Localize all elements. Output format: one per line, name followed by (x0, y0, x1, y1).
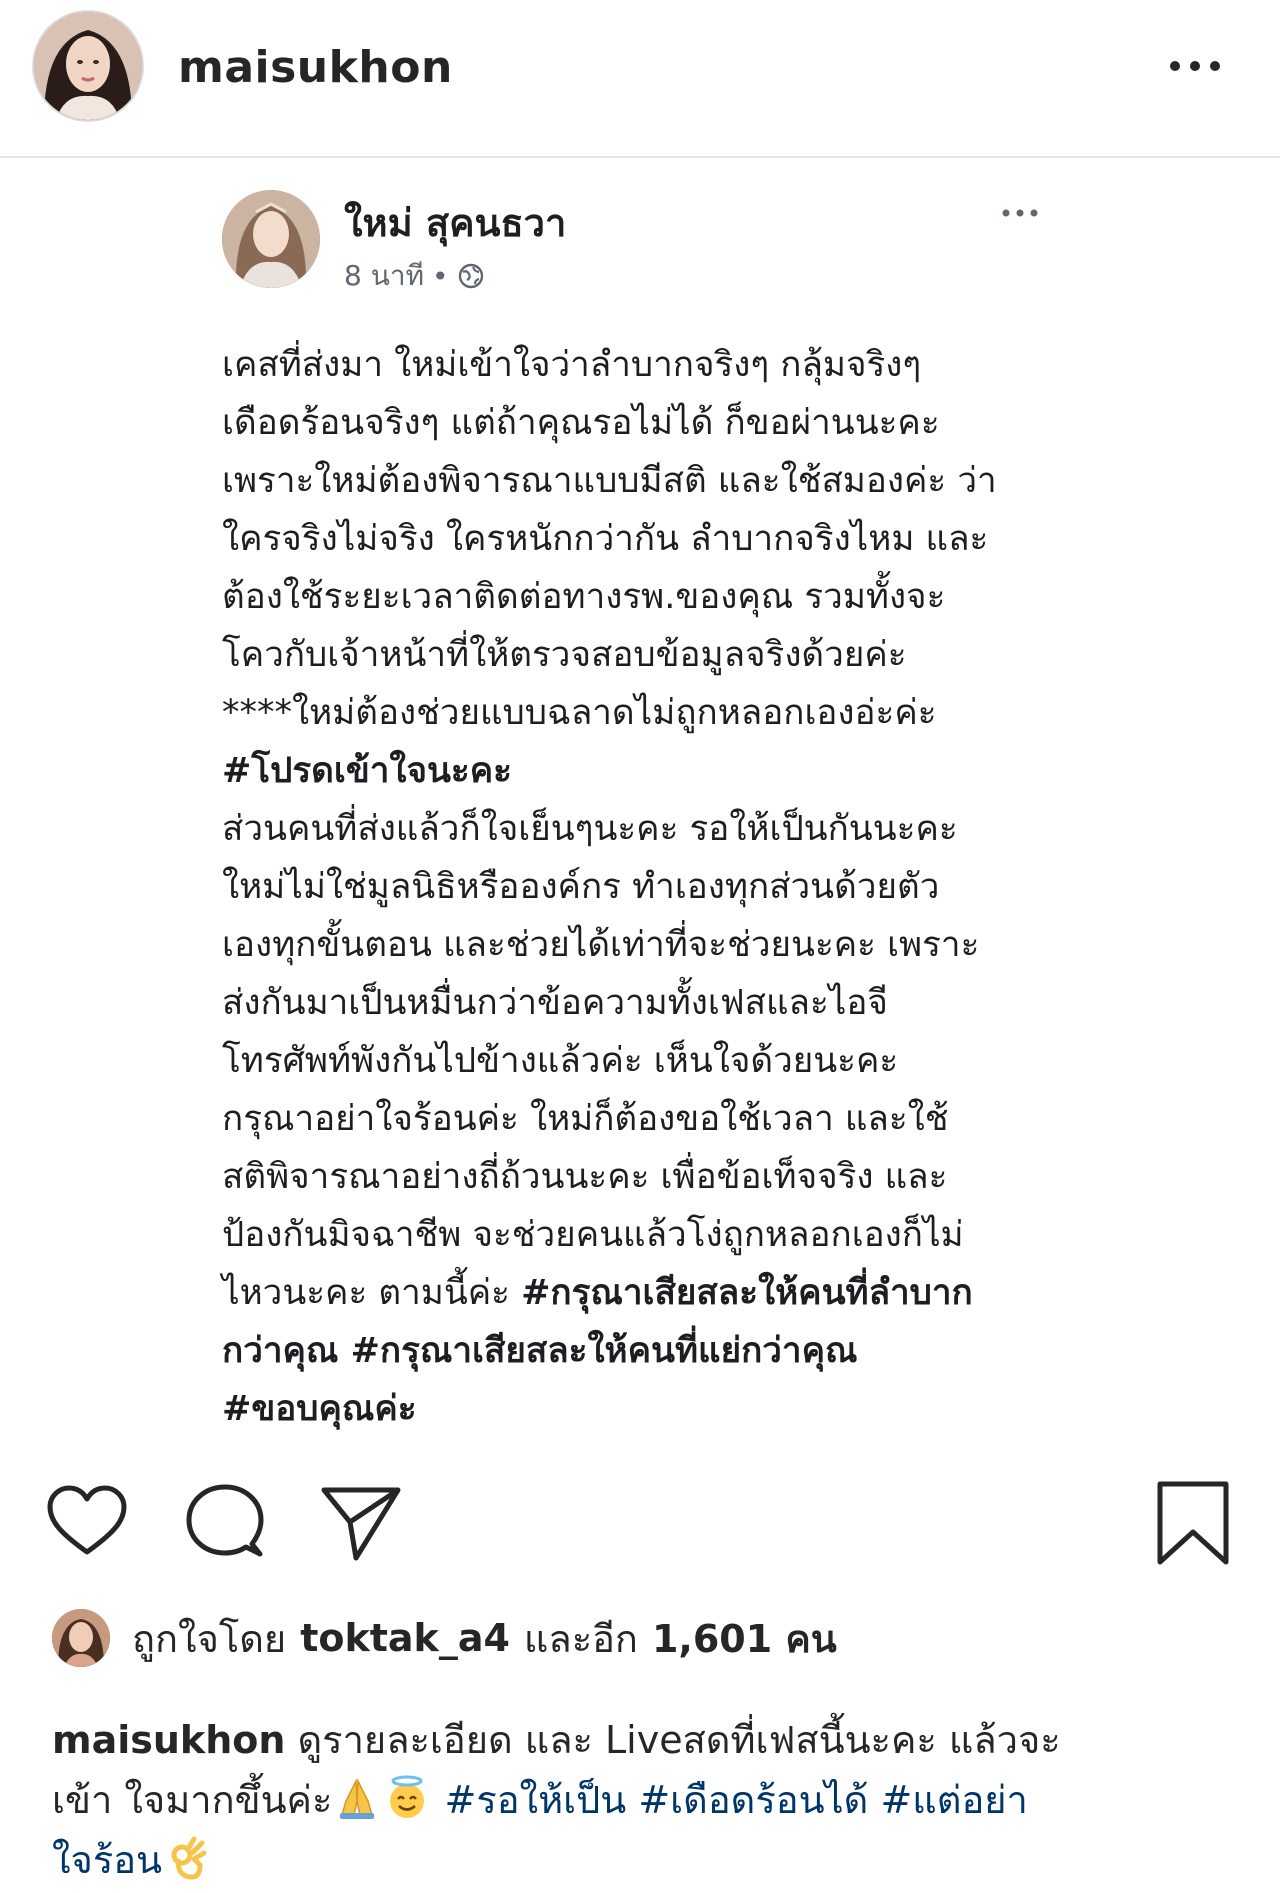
likes-connector: และอีก (523, 1616, 638, 1661)
fb-post-meta (344, 254, 485, 298)
fb-body-line: เองทุกขั้นตอน และช่วยได้เท่าที่จะช่วยนะคะ เพราะ (222, 925, 980, 965)
liker-avatar[interactable] (52, 1609, 110, 1667)
caption-line (52, 1770, 1242, 1830)
post-image-facebook-screenshot (190, 168, 1090, 1448)
fb-meta-separator: • (432, 259, 449, 293)
fb-author-name: ใหม่ สุคนธวา (344, 201, 567, 245)
post-username[interactable]: maisukhon (178, 42, 453, 93)
caption-hashtag-continuation[interactable]: ใจร้อน (52, 1838, 163, 1882)
send-icon[interactable] (316, 1478, 406, 1568)
action-bar (0, 1478, 1280, 1568)
caption-line (52, 1710, 1242, 1770)
more-options-icon[interactable] (1160, 36, 1230, 96)
bookmark-icon[interactable] (1148, 1478, 1238, 1568)
caption-hashtag[interactable]: #แต่อย่า (880, 1778, 1028, 1822)
fb-body-hashtag-line: #โปรดเข้าใจนะคะ (222, 751, 512, 791)
likes-count[interactable]: 1,601 คน (651, 1616, 837, 1661)
fb-body-line: ****ใหม่ต้องช่วยแบบฉลาดไม่ถูกหลอกเองอ่ะค่ะ (222, 693, 937, 733)
folded-hands-icon (334, 1775, 380, 1821)
fb-body-hashtag-line: #ขอบคุณค่ะ (222, 1389, 417, 1429)
fb-body-line: โควกับเจ้าหน้าที่ให้ตรวจสอบข้อมูลจริงด้วยค่ะ (222, 635, 907, 675)
liker-username[interactable]: toktak_a4 (300, 1616, 510, 1660)
fb-body-line: สติพิจารณาอย่างถี่ถ้วนนะคะ เพื่อข้อเท็จจริง และ (222, 1157, 948, 1197)
fb-body-line: ส่วนคนที่ส่งแล้วก็ใจเย็นๆนะคะ รอให้เป็นกันนะคะ (222, 809, 958, 849)
heart-icon[interactable] (42, 1478, 132, 1568)
fb-author-avatar (222, 190, 320, 288)
caption-username[interactable]: maisukhon (52, 1718, 286, 1762)
post-header (0, 0, 1280, 158)
comment-icon[interactable] (180, 1478, 270, 1568)
caption-text: ดูรายละเอียด และ Liveสดที่เฟสนี้นะคะ แล้วจะ (285, 1718, 1061, 1762)
post-caption (52, 1710, 1242, 1890)
caption-text: เข้า ใจมากขึ้นค่ะ (52, 1778, 333, 1822)
likes-prefix: ถูกใจโดย (132, 1616, 287, 1661)
fb-body-line: เคสที่ส่งมา ใหม่เข้าใจว่าลำบากจริงๆ กลุ้มจริงๆ (222, 345, 922, 385)
fb-avatar-portrait-icon (222, 190, 320, 288)
fb-body-line: ใหม่ไม่ใช่มูลนิธิหรือองค์กร ทำเองทุกส่วนด้วยตัว (222, 867, 940, 907)
fb-body-hashtag: #กรุณาเสียสละให้คนที่ลำบาก (521, 1273, 973, 1313)
caption-hashtag[interactable]: #รอให้เป็น (444, 1778, 627, 1822)
globe-icon (457, 262, 485, 290)
fb-body-line: เดือดร้อนจริงๆ แต่ถ้าคุณรอไม่ได้ ก็ขอผ่านนะคะ (222, 403, 940, 443)
avatar-portrait-icon (34, 12, 142, 120)
fb-body-line: โทรศัพท์พังกันไปข้างแล้วค่ะ เห็นใจด้วยนะคะ (222, 1041, 899, 1081)
smiling-face-with-halo-icon (384, 1775, 430, 1821)
fb-body-hashtag-line: กว่าคุณ #กรุณาเสียสละให้คนที่แย่กว่าคุณ (222, 1331, 858, 1371)
fb-body-text: ไหวนะคะ ตามนี้ค่ะ (222, 1273, 522, 1313)
caption-hashtag[interactable]: #เดือดร้อนได้ (638, 1778, 869, 1822)
caption-line (52, 1830, 1242, 1890)
likes-summary (52, 1608, 837, 1668)
fb-body-line: ต้องใช้ระยะเวลาติดต่อทางรพ.ของคุณ รวมทั้งจะ (222, 577, 946, 617)
fb-body-line: ใครจริงไม่จริง ใครหนักกว่ากัน ลำบากจริงไหม และ (222, 519, 989, 559)
fb-post-time: 8 นาที (344, 259, 425, 292)
fb-body-line: เพราะใหม่ต้องพิจารณาแบบมีสติ และใช้สมองค่ะ ว่า (222, 461, 997, 501)
fb-body-line: ส่งกันมาเป็นหมื่นกว่าข้อความทั้งเฟสและไอจี (222, 983, 888, 1023)
profile-avatar[interactable] (34, 12, 142, 120)
fb-more-icon (990, 198, 1050, 228)
fb-post-body (222, 336, 1082, 1438)
fb-body-line-mixed (222, 1264, 1082, 1322)
fb-body-line: กรุณาอย่าใจร้อนค่ะ ใหม่ก็ต้องขอใช้เวลา และใช้ (222, 1099, 949, 1139)
ok-hand-icon (164, 1835, 210, 1881)
fb-body-line: ป้องกันมิจฉาชีพ จะช่วยคนแล้วโง่ถูกหลอกเองก็ไม่ (222, 1215, 964, 1255)
